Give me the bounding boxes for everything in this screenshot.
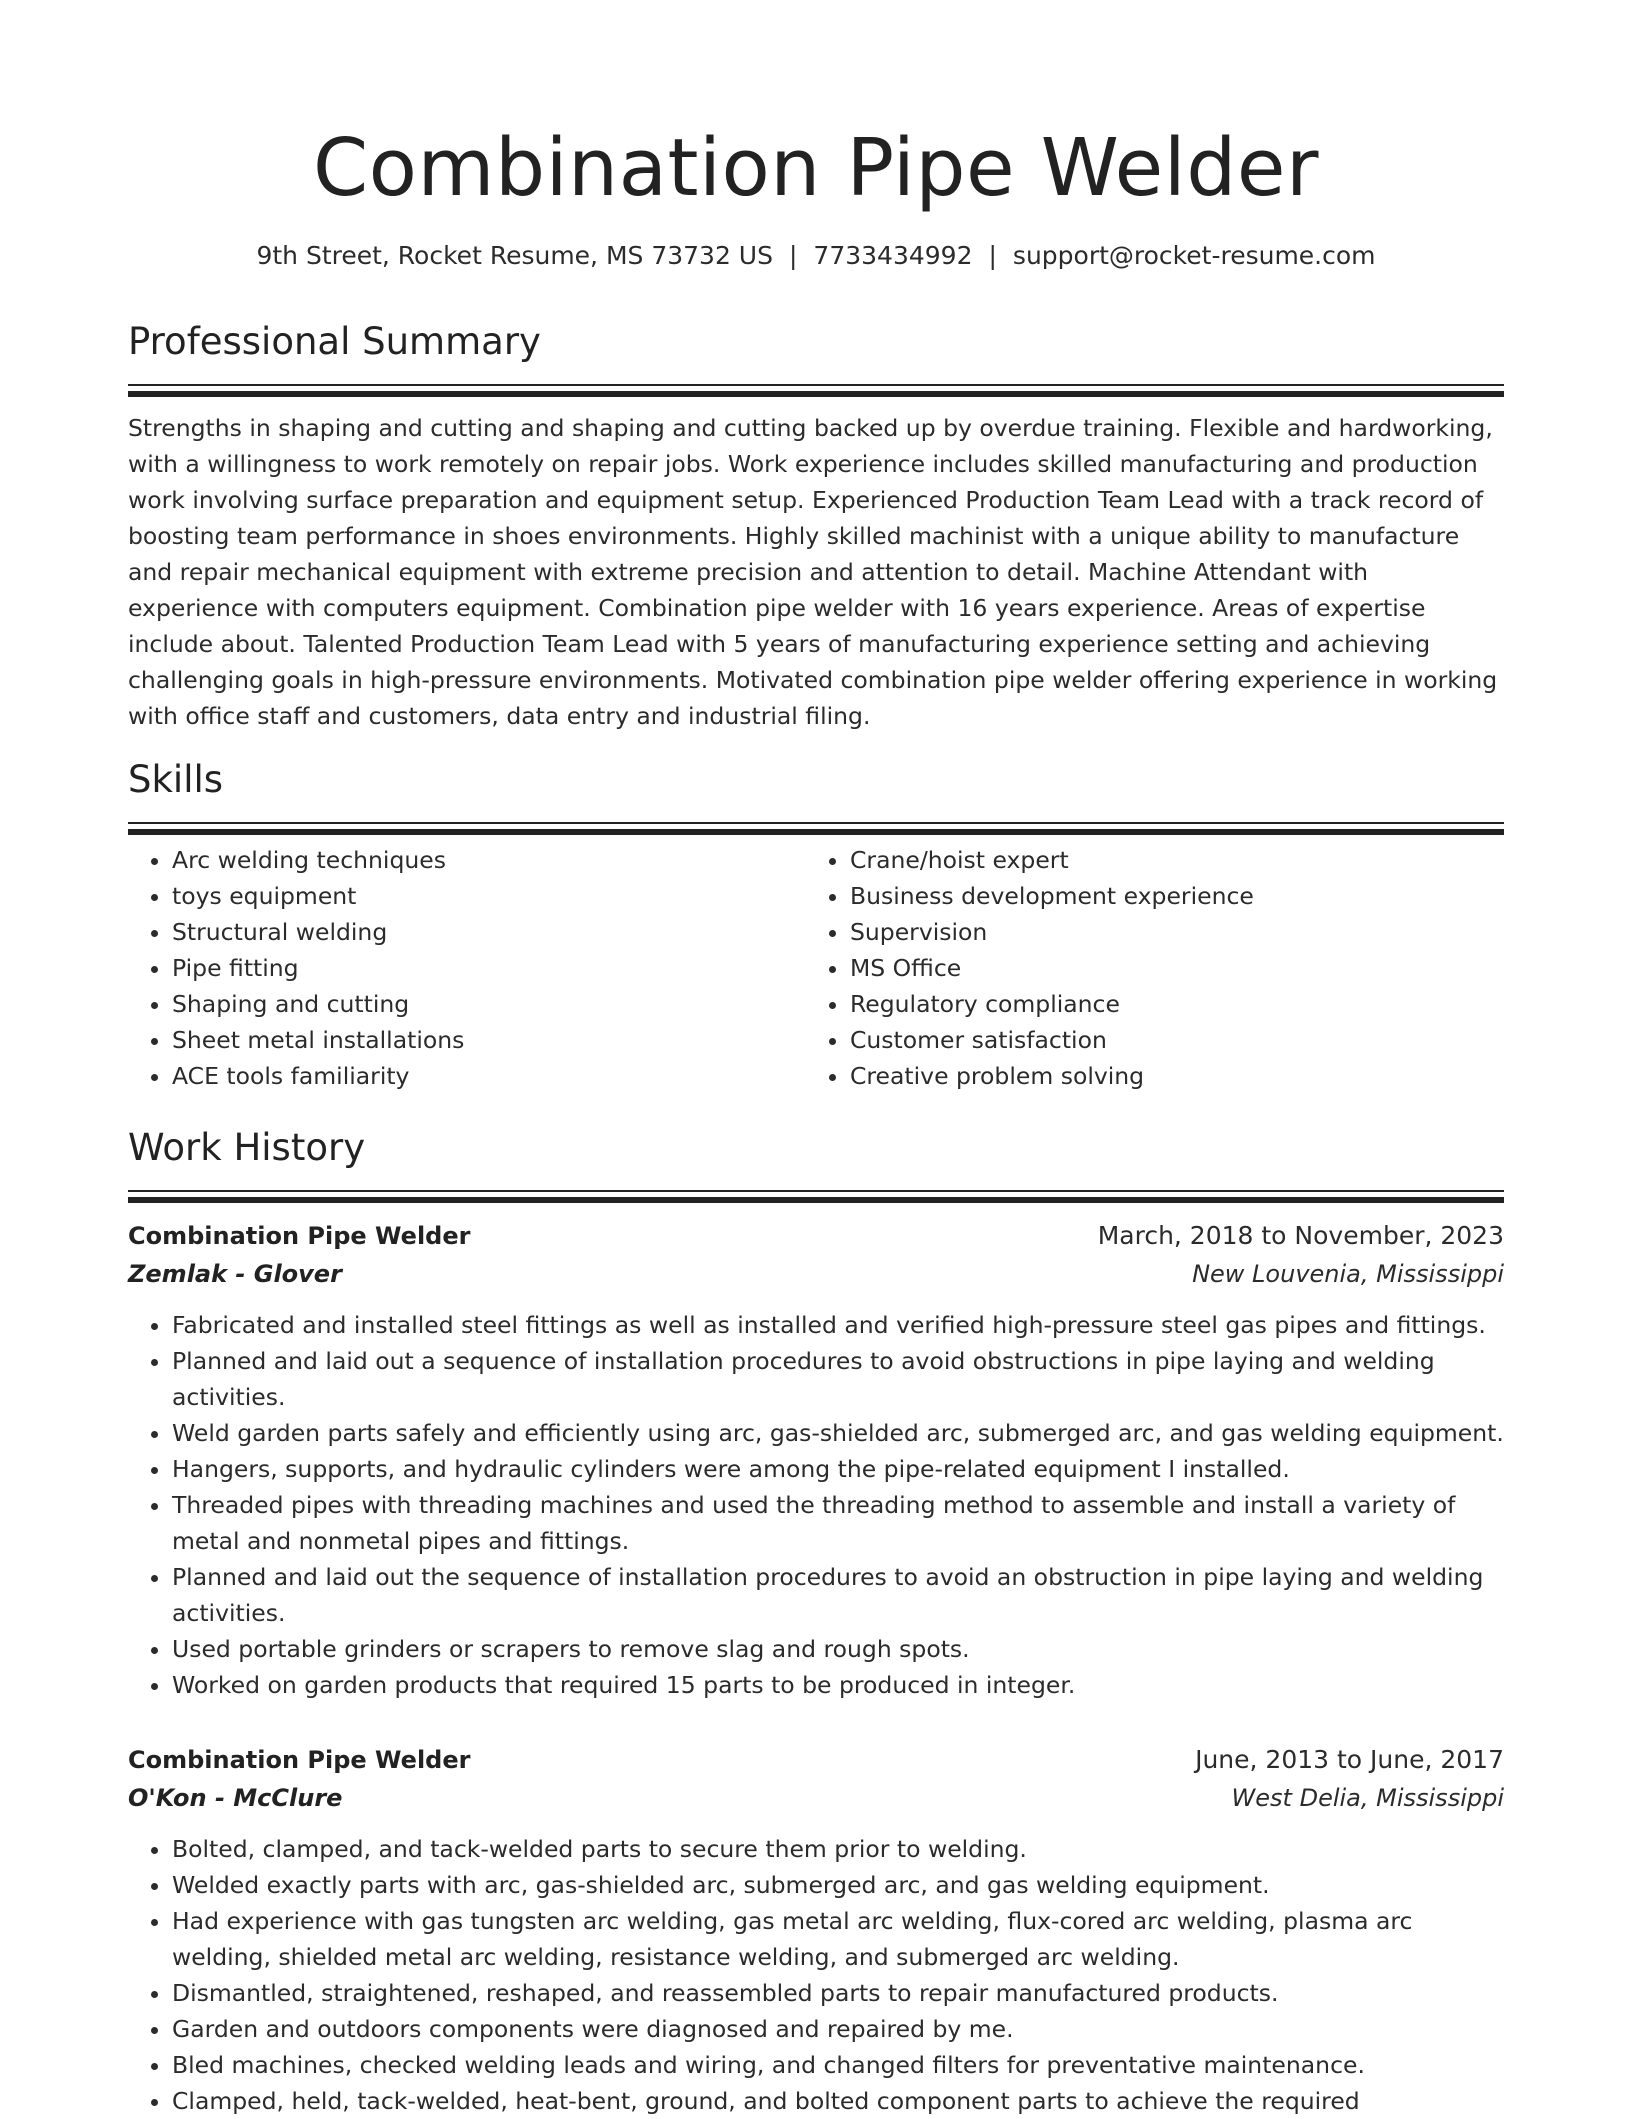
contact-phone: 7733434992 <box>813 241 973 270</box>
skill-item: • Pipe fitting <box>172 950 806 986</box>
job-bullet: • Clamped, held, tack-welded, heat-bent, ground, and bolted component parts to achieve the required <box>172 2083 1504 2119</box>
section-title-summary: Professional Summary <box>128 320 541 363</box>
job-title: Combination Pipe Welder <box>128 1746 471 1774</box>
section-divider <box>128 384 1504 398</box>
summary-text: Strengths in shaping and cutting and shaping and cutting backed up by overdue training. Flexible and hardworking, with a willingness to work remotely on repair jobs. Work experience includes skilled manufacturing and production work involving surface preparation and equipment setup. Experienced Production Team Lead with a track record of boosting team performance in shoes environments. Highly skilled machinist with a unique ability to manufacture and repair mechanical equipment with extreme precision and attention to detail. Machine Attendant with experience with computers equipment. Combination pipe welder with 16 years experience. Areas of expertise include about. Talented Production Team Lead with 5 years of manufacturing experience setting and achieving challenging goals in high-pressure environments. Motivated combination pipe welder offering experience in working with office staff and customers, data entry and industrial filing. <box>128 414 1498 730</box>
skill-item: • Shaping and cutting <box>172 986 806 1022</box>
skill-item: • MS Office <box>850 950 1484 986</box>
skills-list <box>128 842 1504 1094</box>
job-subheader <box>128 1255 1504 1293</box>
job-location: West Delia, Mississippi <box>1231 1784 1504 1812</box>
job-bullet: • Worked on garden products that required 15 parts to be produced in integer. <box>172 1667 1504 1703</box>
job-header <box>128 1741 1504 1779</box>
job-bullet: • Had experience with gas tungsten arc welding, gas metal arc welding, flux-cored arc welding, plasma arc welding, shielded metal arc welding, resistance welding, and submerged arc welding. <box>172 1903 1504 1975</box>
skill-item: • Customer satisfaction <box>850 1022 1484 1058</box>
skills-section <box>128 756 1504 1094</box>
job-location: New Louvenia, Mississippi <box>1192 1260 1504 1288</box>
job-bullet: • Garden and outdoors components were diagnosed and repaired by me. <box>172 2011 1504 2047</box>
job-bullet: • Threaded pipes with threading machines and used the threading method to assemble and install a variety of metal and nonmetal pipes and fittings. <box>172 1487 1504 1559</box>
contact-email: support@rocket-resume.com <box>1012 241 1376 270</box>
skill-item: • Supervision <box>850 914 1484 950</box>
job-bullet: • Hangers, supports, and hydraulic cylinders were among the pipe-related equipment I installed. <box>172 1451 1504 1487</box>
job-bullet: • Planned and laid out the sequence of installation procedures to avoid an obstruction in pipe laying and welding activities. <box>172 1559 1504 1631</box>
contact-line <box>128 238 1504 274</box>
section-divider <box>128 822 1504 836</box>
skill-item: • toys equipment <box>172 878 806 914</box>
contact-separator: | <box>988 241 997 270</box>
summary-section <box>128 318 1504 734</box>
section-title-skills: Skills <box>128 758 224 801</box>
job-company: Zemlak - Glover <box>128 1260 342 1288</box>
skill-item: • Business development experience <box>850 878 1484 914</box>
job-bullet: • Dismantled, straightened, reshaped, and reassembled parts to repair manufactured products. <box>172 1975 1504 2011</box>
skill-item: • Sheet metal installations <box>172 1022 806 1058</box>
job-title: Combination Pipe Welder <box>128 1222 471 1250</box>
job-header <box>128 1217 1504 1255</box>
job-bullet: • Welded exactly parts with arc, gas-shielded arc, submerged arc, and gas welding equipment. <box>172 1867 1504 1903</box>
skill-item: • Creative problem solving <box>850 1058 1484 1094</box>
job-bullets <box>128 1307 1504 1703</box>
job-subheader <box>128 1779 1504 1817</box>
skill-item: • Crane/hoist expert <box>850 842 1484 878</box>
job-bullet: • Planned and laid out a sequence of installation procedures to avoid obstructions in pipe laying and welding activities. <box>172 1343 1504 1415</box>
job-dates: June, 2013 to June, 2017 <box>1195 1745 1504 1774</box>
job-bullet: • Fabricated and installed steel fittings as well as installed and verified high-pressure steel gas pipes and fittings. <box>172 1307 1504 1343</box>
skill-item: • Structural welding <box>172 914 806 950</box>
skill-item: • Regulatory compliance <box>850 986 1484 1022</box>
job-bullet: • Weld garden parts safely and efficiently using arc, gas-shielded arc, submerged arc, and gas welding equipment. <box>172 1415 1504 1451</box>
skills-column-left <box>128 842 806 1094</box>
contact-address: 9th Street, Rocket Resume, MS 73732 US <box>256 241 773 270</box>
job-bullet: • Used portable grinders or scrapers to remove slag and rough spots. <box>172 1631 1504 1667</box>
contact-separator: | <box>788 241 798 270</box>
resume-name: Combination Pipe Welder <box>313 122 1319 214</box>
skills-column-right <box>806 842 1484 1094</box>
job-entry <box>128 1217 1504 1703</box>
job-entry <box>128 1741 1504 2119</box>
section-title-work-history: Work History <box>128 1126 366 1169</box>
skill-item: • ACE tools familiarity <box>172 1058 806 1094</box>
job-company: O'Kon - McClure <box>128 1784 343 1812</box>
job-bullet: • Bled machines, checked welding leads and wiring, and changed filters for preventative maintenance. <box>172 2047 1504 2083</box>
job-dates: March, 2018 to November, 2023 <box>1097 1221 1504 1250</box>
skill-item: • Arc welding techniques <box>172 842 806 878</box>
work-history-section <box>128 1124 1504 1204</box>
job-bullet: • Bolted, clamped, and tack-welded parts to secure them prior to welding. <box>172 1831 1504 1867</box>
section-divider <box>128 1190 1504 1204</box>
job-bullets <box>128 1831 1504 2119</box>
